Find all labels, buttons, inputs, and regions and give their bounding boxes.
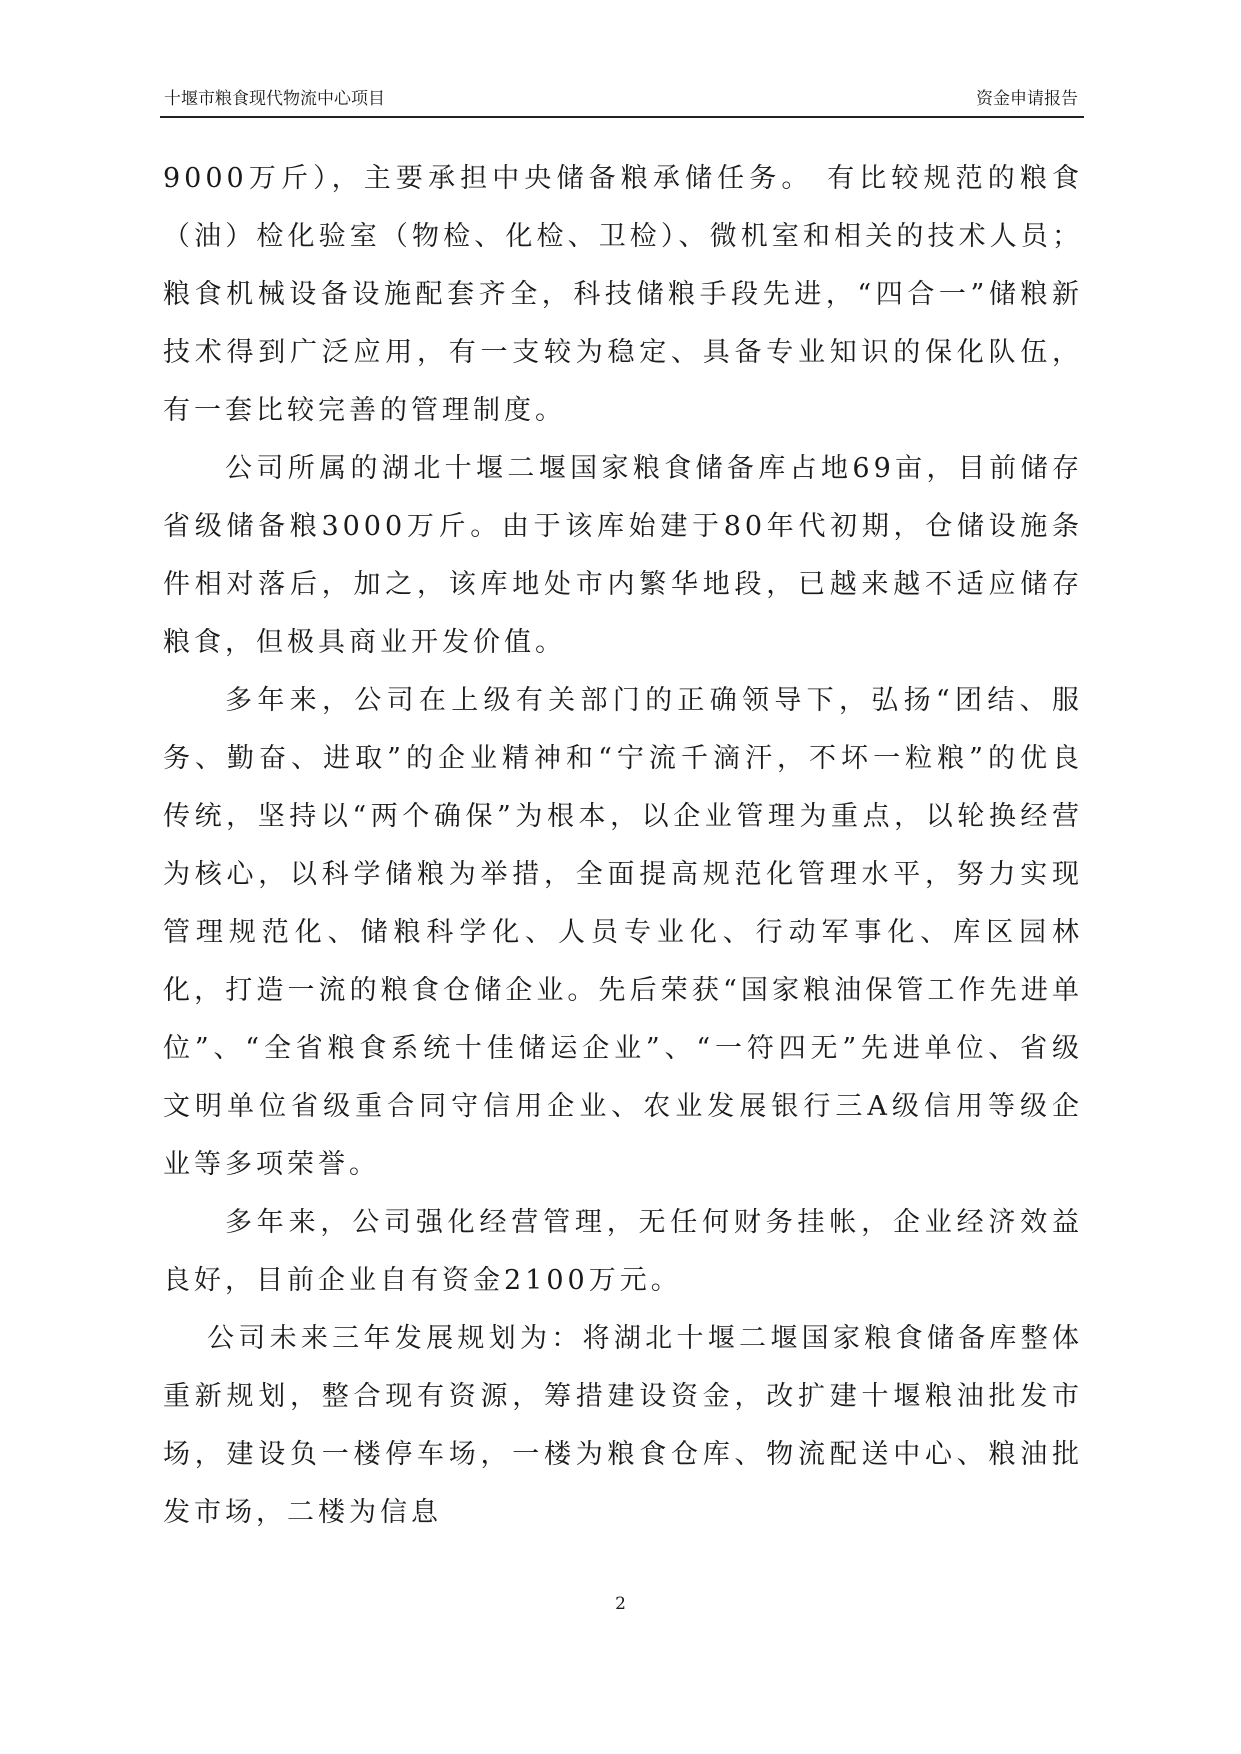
paragraph-company-achievements: 多年来，公司在上级有关部门的正确领导下，弘扬“团结、服务、勤奋、进取”的企业精神和“宁流千滴汗，不坏一粒粮”的优良传统，坚持以“两个确保”为根本，以企业管理为重点，以轮换经营为核心，以科学储粮为举措，全面提高规范化管理水平，努力实现管理规范化、储粮科学化、人员专业化、行动军事化、库区园林化，打造一流的粮食仓储企业。先后荣获“国家粮油保管工作先进单位”、“全省粮食系统十佳储运企业”、“一符四无”先进单位、省级文明单位省级重合同守信用企业、农业发展银行三A级信用等级企业等多项荣誉。 [163,685,1083,1180]
header-document-type: 资金申请报告 [976,89,1078,109]
paragraph-storage-capacity: 9000万斤），主要承担中央储备粮承储任务。 有比较规范的粮食（油）检化验室（物检、化检、卫检）、微机室和相关的技术人员；粮食机械设备设施配套齐全，科技储粮手段先进，“四合一”储粮新技术得到广泛应用，有一支较为稳定、具备专业知识的保化队伍，有一套比较完善的管理制度。 [163,163,1083,426]
document-body [163,150,1083,1542]
paragraph-financial-status: 多年来，公司强化经营管理，无任何财务挂帐，企业经济效益良好，目前企业自有资金2100万元。 [163,1207,1083,1296]
page-header [160,86,1084,116]
paragraph-erdeng-depot: 公司所属的湖北十堰二堰国家粮食储备库占地69亩，目前储存省级储备粮3000万斤。由于该库始建于80年代初期，仓储设施条件相对落后，加之，该库地处市内繁华地段，已越来越不适应储存粮食，但极具商业开发价值。 [163,453,1083,658]
header-project-title: 十堰市粮食现代物流中心项目 [164,89,385,109]
paragraph-development-plan: 公司未来三年发展规划为：将湖北十堰二堰国家粮食储备库整体重新规划，整合现有资源，筹措建设资金，改扩建十堰粮油批发市场，建设负一楼停车场，一楼为粮食仓库、物流配送中心、粮油批发市场，二楼为信息 [163,1323,1083,1528]
page-number: 2 [615,1594,626,1614]
header-divider [160,116,1084,118]
